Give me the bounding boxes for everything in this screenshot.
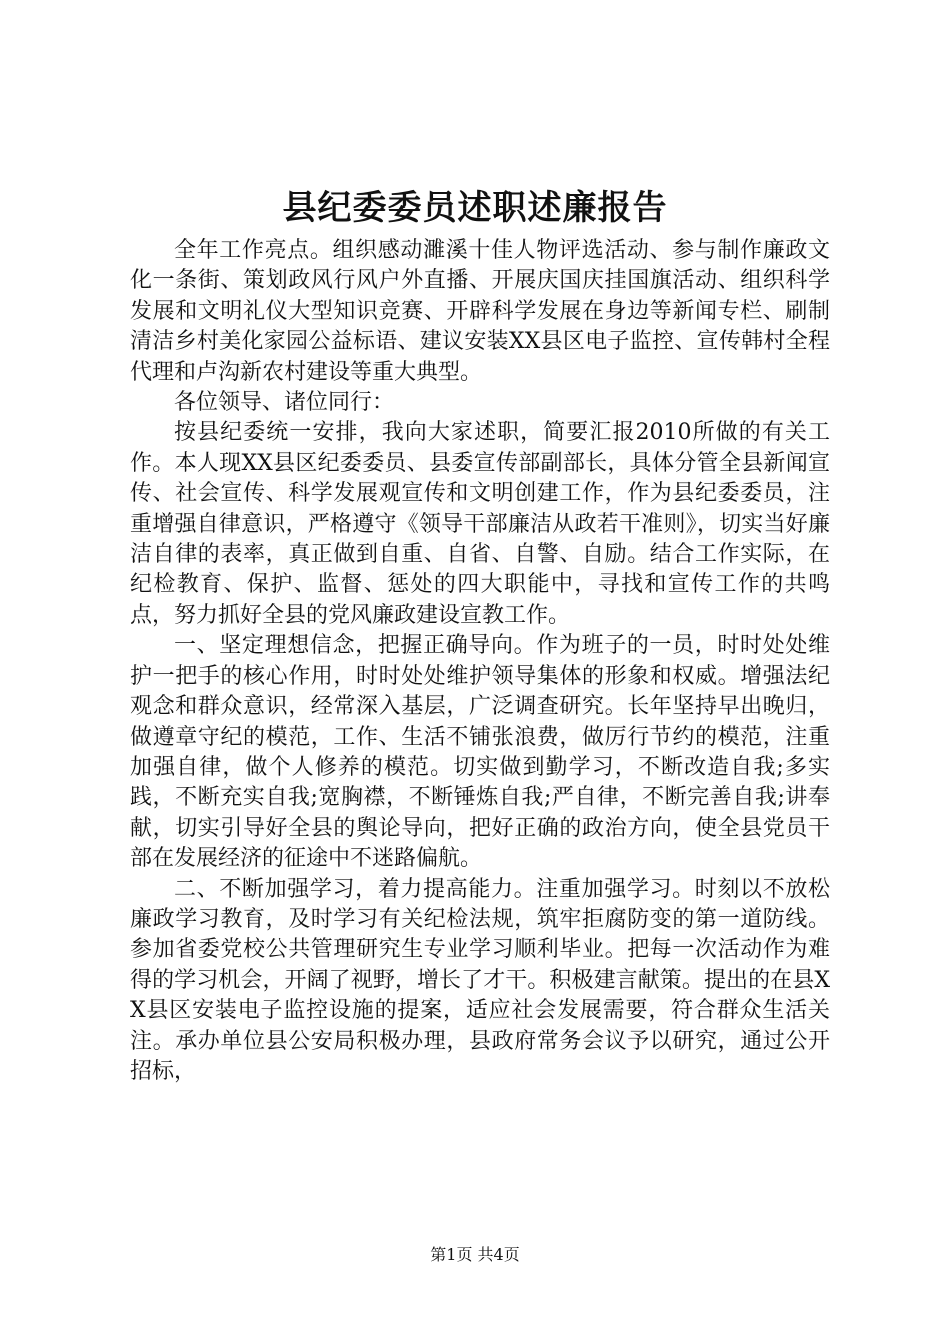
paragraph-highlights: 全年工作亮点。组织感动濉溪十佳人物评选活动、参与制作廉政文化一条街、策划政风行风户外直播、开展庆国庆挂国旗活动、组织科学发展和文明礼仪大型知识竞赛、开辟科学发展在身边等新闻专栏、刷制清洁乡村美化家园公益标语、建议安装XX县区电子监控、宣传韩村全程代理和卢沟新农村建设等重大典型。	[130, 238, 830, 385]
document-body	[130, 236, 830, 1087]
paragraph-introduction: 按县纪委统一安排，我向大家述职，简要汇报2010所做的有关工作。本人现XX县区纪委委员、县委宣传部副部长，具体分管全县新闻宣传、社会宣传、科学发展观宣传和文明创建工作，作为县纪委委员，注重增强自律意识，严格遵守《领导干部廉洁从政若干准则》，切实当好廉洁自律的表率，真正做到自重、自省、自警、自励。结合工作实际，在纪检教育、保护、监督、惩处的四大职能中，寻找和宣传工作的共鸣点，努力抓好全县的党风廉政建设宣教工作。	[130, 420, 830, 628]
document-title: 县纪委委员述职述廉报告	[282, 188, 668, 228]
paragraph-section-two: 二、不断加强学习，着力提高能力。注重加强学习。时刻以不放松廉政学习教育，及时学习有关纪检法规，筑牢拒腐防变的第一道防线。参加省委党校公共管理研究生专业学习顺利毕业。把每一次活动作为难得的学习机会，开阔了视野，增长了才干。积极建言献策。提出的在县XX县区安装电子监控设施的提案，适应社会发展需要，符合群众生活关注。承办单位县公安局积极办理，县政府常务会议予以研究，通过公开招标，	[130, 876, 830, 1084]
page-number-footer: 第1页 共4页	[430, 1245, 520, 1264]
paragraph-salutation: 各位领导、诸位同行：	[174, 390, 395, 416]
paragraph-section-one: 一、坚定理想信念，把握正确导向。作为班子的一员，时时处处维护一把手的核心作用，时时处处维护领导集体的形象和权威。增强法纪观念和群众意识，经常深入基层，广泛调查研究。长年坚持早出晚归，做遵章守纪的模范，工作、生活不铺张浪费，做厉行节约的模范，注重加强自律，做个人修养的模范。切实做到勤学习，不断改造自我;多实践，不断充实自我;宽胸襟，不断锤炼自我;严自律，不断完善自我;讲奉献，切实引导好全县的舆论导向，把好正确的政治方向，使全县党员干部在发展经济的征途中不迷路偏航。	[130, 633, 830, 872]
